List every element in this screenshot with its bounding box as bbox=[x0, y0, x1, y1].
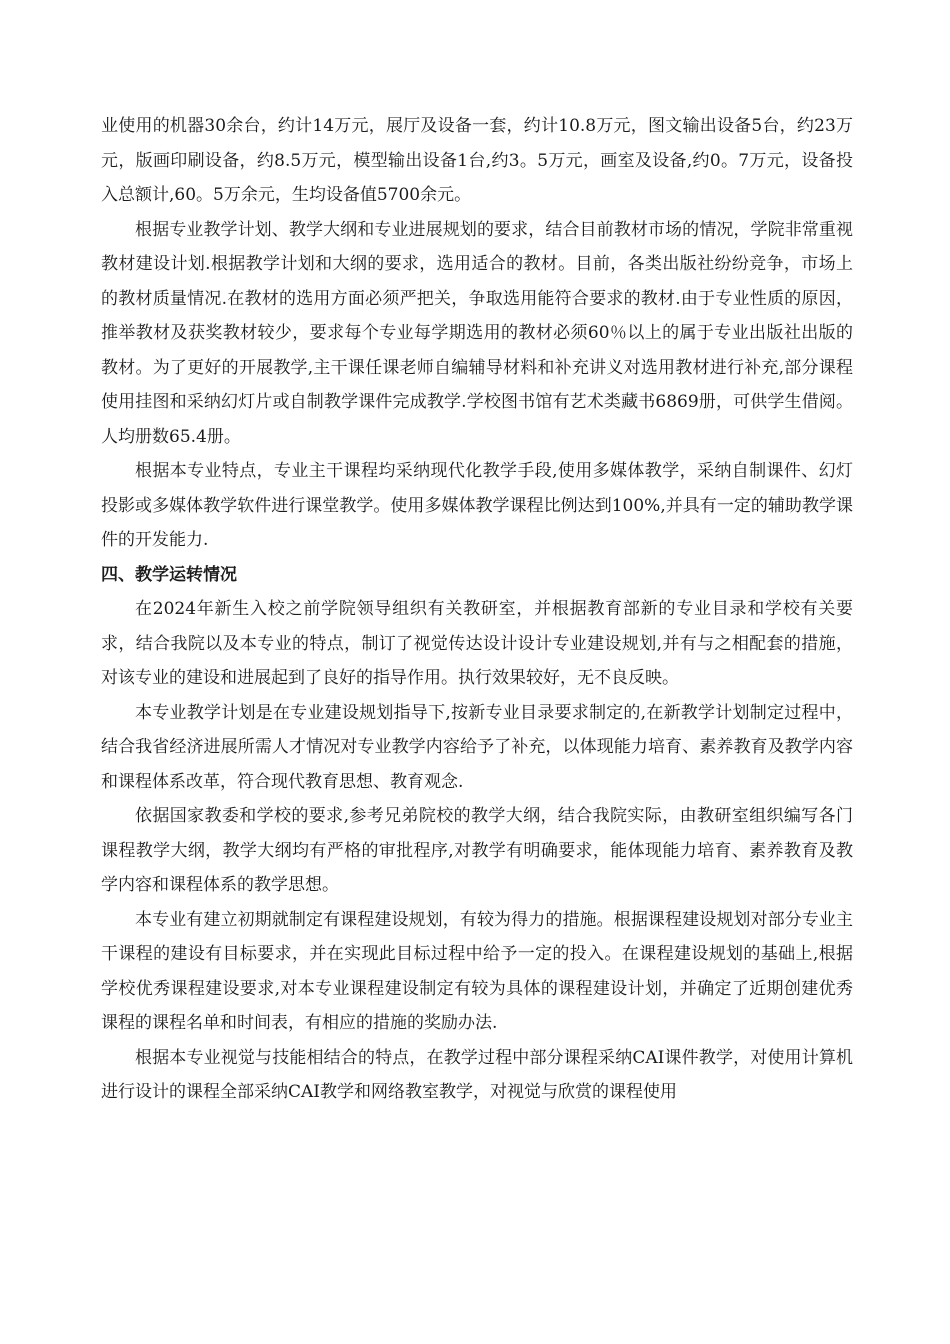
paragraph-equipment-continuation: 业使用的机器30余台，约计14万元，展厅及设备一套，约计10.8万元，图文输出设备5台，约23万元，版画印刷设备，约8.5万元，模型输出设备1台,约3。5万元，画室及设备,约0。7万元，设备投入总额计,60。5万余元，生均设备值5700余元。 bbox=[101, 116, 853, 205]
paragraph-course-construction: 本专业有建立初期就制定有课程建设规划，有较为得力的措施。根据课程建设规划对部分专业主干课程的建设有目标要求，并在实现此目标过程中给予一定的投入。在课程建设规划的基础上,根据学校优秀课程建设要求,对本专业课程建设制定有较为具体的课程建设计划，并确定了近期创建优秀课程的课程名单和时间表，有相应的措施的奖励办法. bbox=[101, 909, 853, 1033]
paragraph-textbooks: 根据专业教学计划、教学大纲和专业进展规划的要求，结合目前教材市场的情况，学院非常重视教材建设计划.根据教学计划和大纲的要求，选用适合的教材。目前，各类出版社纷纷竞争，市场上的教材质量情况.在教材的选用方面必须严把关，争取选用能符合要求的教材.由于专业性质的原因，推举教材及获奖教材较少，要求每个专业每学期选用的教材必须60％以上的属于专业出版社出版的教材。为了更好的开展教学,主干课任课老师自编辅导材料和补充讲义对选用教材进行补充,部分课程使用挂图和采纳幻灯片或自制教学课件完成教学.学校图书馆有艺术类藏书6869册，可供学生借阅。人均册数65.4册。 bbox=[101, 219, 853, 447]
section-heading-teaching-operation: 四、教学运转情况 bbox=[101, 564, 237, 585]
document-body bbox=[101, 109, 853, 1110]
paragraph-cai-teaching: 根据本专业视觉与技能相结合的特点，在教学过程中部分课程采纳CAI课件教学，对使用计算机进行设计的课程全部采纳CAI教学和网络教室教学，对视觉与欣赏的课程使用 bbox=[101, 1047, 853, 1102]
paragraph-multimedia: 根据本专业特点，专业主干课程均采纳现代化教学手段,使用多媒体教学，采纳自制课件、幻灯投影或多媒体教学软件进行课堂教学。使用多媒体教学课程比例达到100%,并具有一定的辅助教学课件的开发能力. bbox=[101, 461, 853, 550]
paragraph-teaching-plan: 本专业教学计划是在专业建设规划指导下,按新专业目录要求制定的,在新教学计划制定过程中，结合我省经济进展所需人才情况对专业教学内容给予了补充，以体现能力培育、素养教育及教学内容和课程体系改革，符合现代教育思想、教育观念. bbox=[101, 702, 853, 792]
paragraph-construction-plan: 在2024年新生入校之前学院领导组织有关教研室，并根据教育部新的专业目录和学校有关要求，结合我院以及本专业的特点，制订了视觉传达设计设计专业建设规划,并有与之相配套的措施，对该专业的建设和进展起到了良好的指导作用。执行效果较好，无不良反映。 bbox=[101, 599, 853, 688]
paragraph-syllabus: 依据国家教委和学校的要求,参考兄弟院校的教学大纲，结合我院实际，由教研室组织编写各门课程教学大纲，教学大纲均有严格的审批程序,对教学有明确要求，能体现能力培育、素养教育及教学内容和课程体系的教学思想。 bbox=[101, 806, 853, 895]
